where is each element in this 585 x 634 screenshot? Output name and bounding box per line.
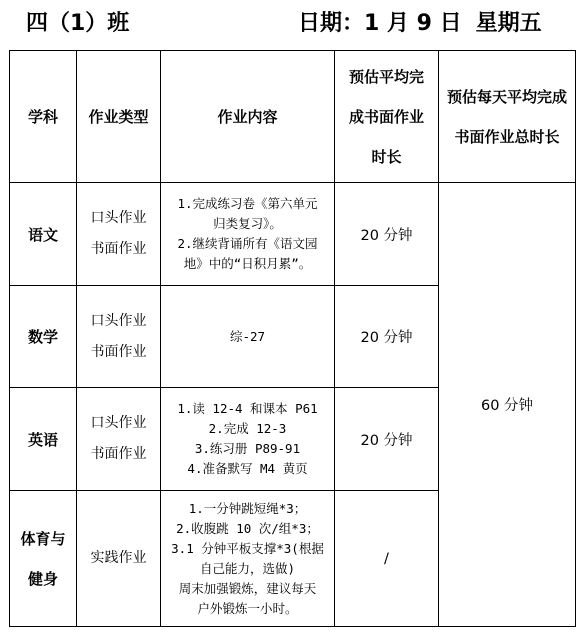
content-cell: 1.完成练习卷《第六单元 归类复习》。 2.继续背诵所有《语文园 地》中的“日积月累”。 <box>161 183 335 286</box>
content-cell: 综-27 <box>161 286 335 388</box>
duration-cell: 20 分钟 <box>335 183 439 286</box>
content-cell: 1.读 12-4 和课本 P61 2.完成 12-3 3.练习册 P89-91 4.准备默写 M4 黄页 <box>161 388 335 491</box>
header-daily-total-line: 书面作业总时长 <box>454 127 560 146</box>
header-est-time-line: 预估平均完 <box>348 67 424 86</box>
duration-cell: 20 分钟 <box>335 286 439 388</box>
header-subject: 学科 <box>10 51 77 183</box>
type-cell: 口头作业 书面作业 <box>77 388 161 491</box>
subject-cell: 体育与 健身 <box>10 491 77 627</box>
header-est-time <box>335 51 439 183</box>
header-row <box>10 51 576 183</box>
date-line <box>298 6 542 37</box>
header-est-time-line: 成书面作业 <box>348 107 424 126</box>
subject-cell: 语文 <box>10 183 77 286</box>
content-cell: 1.一分钟跳短绳*3； 2.收腹跳 10 次/组*3； 3.1 分钟平板支撑*3(根据 自己能力，选做) 周末加强锻炼，建议每天 户外锻炼一小时。 <box>161 491 335 627</box>
header-type: 作业类型 <box>77 51 161 183</box>
header-est-time-line: 时长 <box>371 147 402 166</box>
daily-total-value: 60 分钟 <box>439 183 576 627</box>
duration-cell: 20 分钟 <box>335 388 439 491</box>
date-text: 日期：1 月 9 日 <box>298 11 462 36</box>
duration-cell: / <box>335 491 439 627</box>
table-row <box>10 183 576 286</box>
header-content: 作业内容 <box>161 51 335 183</box>
type-cell: 口头作业 书面作业 <box>77 183 161 286</box>
subject-cell: 英语 <box>10 388 77 491</box>
type-cell: 口头作业 书面作业 <box>77 286 161 388</box>
homework-table <box>9 50 576 627</box>
type-cell: 实践作业 <box>77 491 161 627</box>
page-header <box>0 0 585 44</box>
header-daily-total-line: 预估每天平均完成 <box>446 87 567 106</box>
header-daily-total <box>439 51 576 183</box>
class-title: 四（1）班 <box>26 11 130 36</box>
weekday-text: 星期五 <box>475 11 542 36</box>
subject-cell: 数学 <box>10 286 77 388</box>
